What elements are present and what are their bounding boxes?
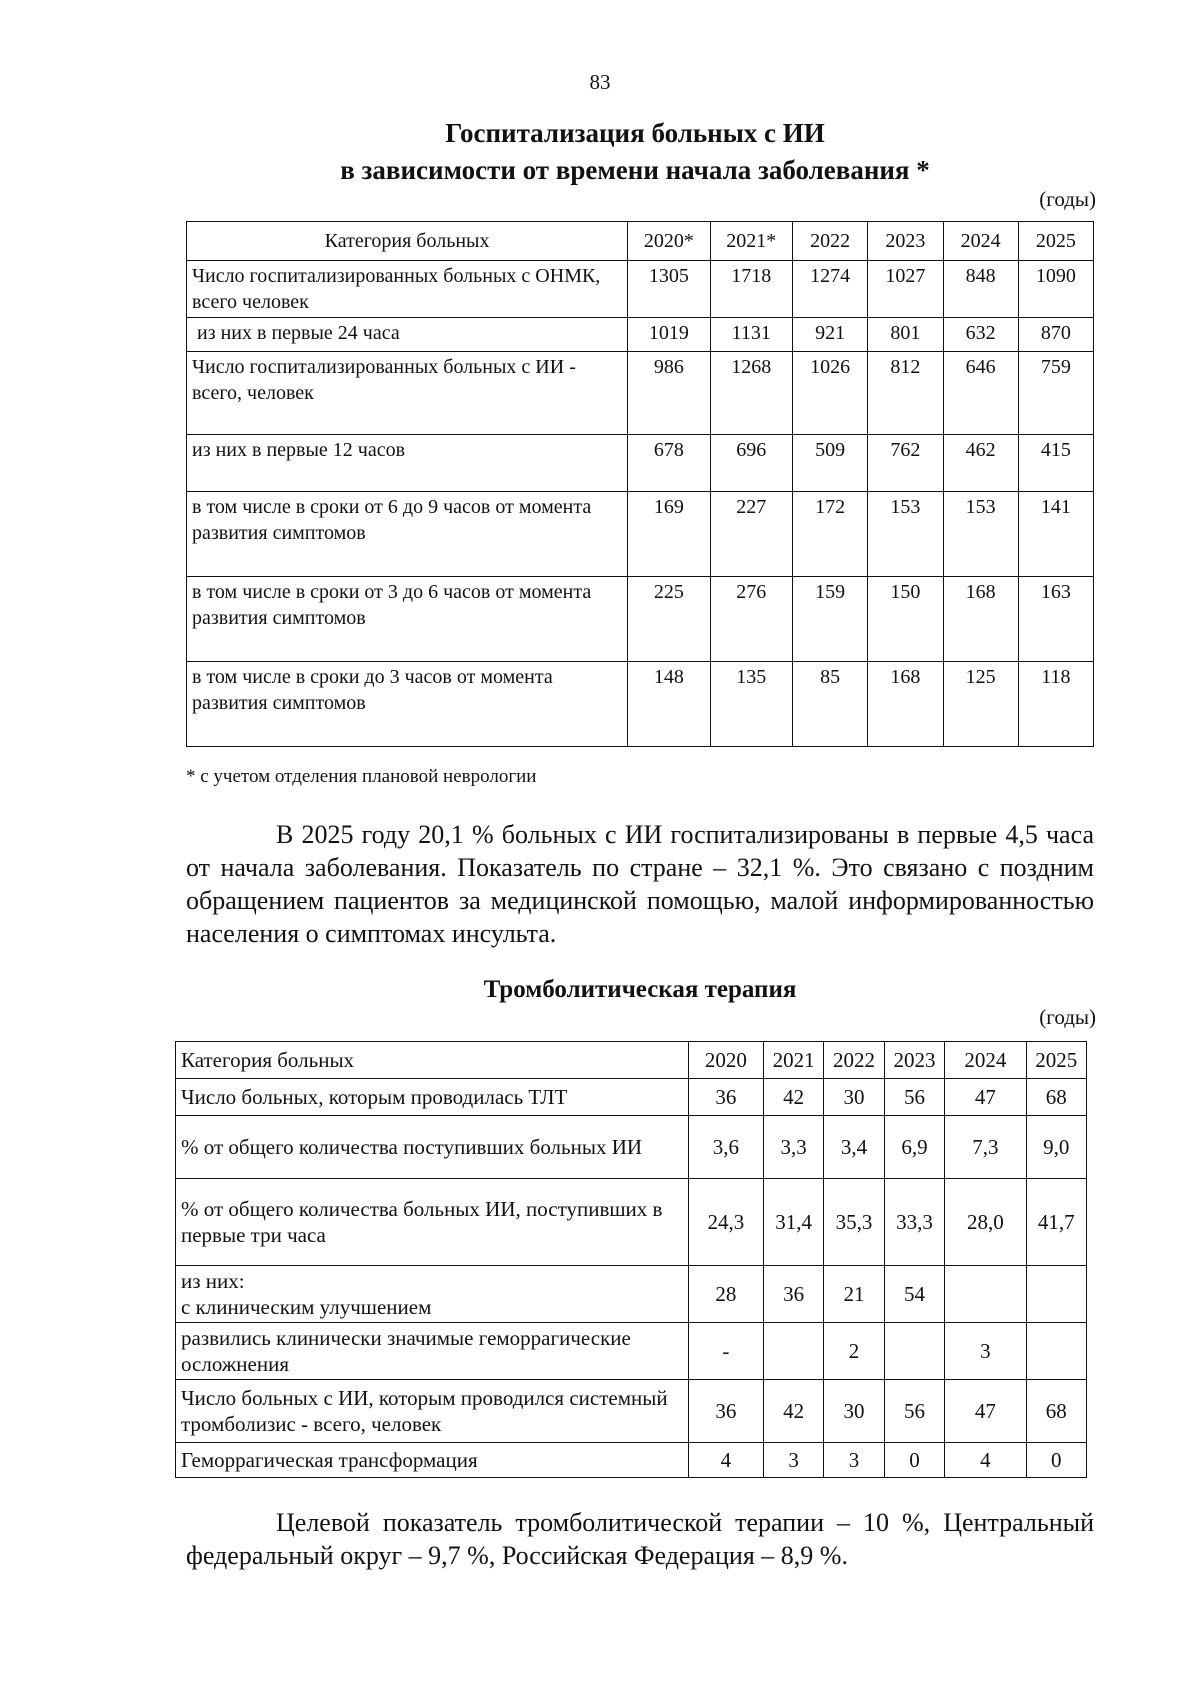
cell-value: 509 xyxy=(793,435,868,492)
table2-units: (годы) xyxy=(1039,1005,1096,1029)
cell-value: 1026 xyxy=(793,352,868,435)
cell-value: 1274 xyxy=(793,261,868,318)
cell-value xyxy=(884,1323,944,1380)
cell-value: 168 xyxy=(943,577,1018,662)
table-row xyxy=(176,1266,1087,1323)
cell-value: 3 xyxy=(763,1443,823,1478)
cell-value: 632 xyxy=(943,318,1018,352)
cell-value: 28 xyxy=(688,1266,763,1323)
paragraph-thrombolytic-target: Целевой показатель тромболитической терапии – 10 %, Центральный федеральный округ – 9,7 %, Российская Федерация – 8,9 %. xyxy=(186,1508,1094,1570)
cell-value: 169 xyxy=(628,492,710,577)
cell-value: 36 xyxy=(763,1266,823,1323)
cell-value: 42 xyxy=(763,1079,823,1116)
cell-value: 33,3 xyxy=(884,1179,944,1266)
header-cell: 2023 xyxy=(884,1042,944,1079)
cell-value xyxy=(1026,1266,1086,1323)
cell-value: 54 xyxy=(884,1266,944,1323)
cell-value: 163 xyxy=(1018,577,1093,662)
cell-value: 36 xyxy=(688,1380,763,1443)
cell-value: 1027 xyxy=(868,261,943,318)
table-row xyxy=(187,492,1094,577)
header-cell: 2020 xyxy=(688,1042,763,1079)
header-cell: 2021* xyxy=(710,222,792,261)
cell-value: 227 xyxy=(710,492,792,577)
header-cell: 2023 xyxy=(868,222,943,261)
cell-value: 56 xyxy=(884,1079,944,1116)
cell-value: 225 xyxy=(628,577,710,662)
row-label: развились клинически значимые геморрагические осложнения xyxy=(176,1323,689,1380)
cell-value: 141 xyxy=(1018,492,1093,577)
cell-value: 759 xyxy=(1018,352,1093,435)
cell-value: 1019 xyxy=(628,318,710,352)
cell-value: 3,4 xyxy=(824,1116,884,1179)
cell-value xyxy=(945,1266,1026,1323)
row-label: % от общего количества поступивших больных ИИ xyxy=(176,1116,689,1179)
cell-value: 801 xyxy=(868,318,943,352)
cell-value: 986 xyxy=(628,352,710,435)
header-cell: Категория больных xyxy=(187,222,628,261)
cell-value: 4 xyxy=(688,1443,763,1478)
table-row xyxy=(176,1116,1087,1179)
header-cell: 2020* xyxy=(628,222,710,261)
cell-value: 3 xyxy=(824,1443,884,1478)
cell-value: 41,7 xyxy=(1026,1179,1086,1266)
table-row xyxy=(187,352,1094,435)
cell-value: 153 xyxy=(868,492,943,577)
cell-value: 47 xyxy=(945,1079,1026,1116)
cell-value: - xyxy=(688,1323,763,1380)
table-row xyxy=(187,435,1094,492)
cell-value: 3,6 xyxy=(688,1116,763,1179)
cell-value: 921 xyxy=(793,318,868,352)
row-label: из них в первые 12 часов xyxy=(187,435,628,492)
cell-value: 36 xyxy=(688,1079,763,1116)
row-label: Число больных, которым проводилась ТЛТ xyxy=(176,1079,689,1116)
cell-value: 0 xyxy=(1026,1443,1086,1478)
cell-value: 28,0 xyxy=(945,1179,1026,1266)
header-cell: 2021 xyxy=(763,1042,823,1079)
row-label: в том числе в сроки до 3 часов от момента развития симптомов xyxy=(187,662,628,747)
cell-value: 168 xyxy=(868,662,943,747)
cell-value: 30 xyxy=(824,1079,884,1116)
table-row xyxy=(187,318,1094,352)
cell-value: 159 xyxy=(793,577,868,662)
table1-title-line2: в зависимости от времени начала заболевания * xyxy=(340,155,930,185)
cell-value: 415 xyxy=(1018,435,1093,492)
cell-value: 276 xyxy=(710,577,792,662)
cell-value: 462 xyxy=(943,435,1018,492)
cell-value: 762 xyxy=(868,435,943,492)
row-label: % от общего количества больных ИИ, поступивших в первые три часа xyxy=(176,1179,689,1266)
cell-value: 678 xyxy=(628,435,710,492)
table-row xyxy=(187,261,1094,318)
header-cell: 2022 xyxy=(824,1042,884,1079)
row-label: Число госпитализированных больных с ОНМК, всего человек xyxy=(187,261,628,318)
cell-value: 24,3 xyxy=(688,1179,763,1266)
row-label: Геморрагическая трансформация xyxy=(176,1443,689,1478)
thrombolytic-therapy-table xyxy=(175,1041,1087,1478)
cell-value: 696 xyxy=(710,435,792,492)
cell-value: 4 xyxy=(945,1443,1026,1478)
cell-value: 85 xyxy=(793,662,868,747)
cell-value: 6,9 xyxy=(884,1116,944,1179)
table1-title-line1: Госпитализация больных с ИИ xyxy=(445,118,825,148)
cell-value: 3 xyxy=(945,1323,1026,1380)
cell-value: 30 xyxy=(824,1380,884,1443)
header-cell: Категория больных xyxy=(176,1042,689,1079)
header-cell: 2025 xyxy=(1018,222,1093,261)
table-row xyxy=(176,1443,1087,1478)
cell-value: 125 xyxy=(943,662,1018,747)
cell-value: 7,3 xyxy=(945,1116,1026,1179)
cell-value: 9,0 xyxy=(1026,1116,1086,1179)
table-row xyxy=(176,1079,1087,1116)
cell-value: 35,3 xyxy=(824,1179,884,1266)
cell-value: 848 xyxy=(943,261,1018,318)
cell-value: 47 xyxy=(945,1380,1026,1443)
cell-value: 150 xyxy=(868,577,943,662)
cell-value: 68 xyxy=(1026,1380,1086,1443)
cell-value: 646 xyxy=(943,352,1018,435)
table-row xyxy=(176,1380,1087,1443)
cell-value: 812 xyxy=(868,352,943,435)
header-cell: 2022 xyxy=(793,222,868,261)
cell-value: 870 xyxy=(1018,318,1093,352)
cell-value: 21 xyxy=(824,1266,884,1323)
page-number: 83 xyxy=(589,70,611,94)
cell-value xyxy=(1026,1323,1086,1380)
cell-value xyxy=(763,1323,823,1380)
table1-units: (годы) xyxy=(1039,187,1096,211)
cell-value: 68 xyxy=(1026,1079,1086,1116)
cell-value: 1305 xyxy=(628,261,710,318)
row-label: в том числе в сроки от 3 до 6 часов от момента развития симптомов xyxy=(187,577,628,662)
cell-value: 3,3 xyxy=(763,1116,823,1179)
row-label: в том числе в сроки от 6 до 9 часов от момента развития симптомов xyxy=(187,492,628,577)
cell-value: 42 xyxy=(763,1380,823,1443)
cell-value: 135 xyxy=(710,662,792,747)
table-row xyxy=(187,577,1094,662)
paragraph-hospitalization: В 2025 году 20,1 % больных с ИИ госпитализированы в первые 4,5 часа от начала заболевания. Показатель по стране – 32,1 %. Это связано с поздним обращением пациентов за медицинской помощью, малой информированностью населения о симптомах инсульта. xyxy=(186,820,1094,948)
row-label: из них в первые 24 часа xyxy=(187,318,628,352)
cell-value: 1131 xyxy=(710,318,792,352)
header-cell: 2025 xyxy=(1026,1042,1086,1079)
cell-value: 1268 xyxy=(710,352,792,435)
cell-value: 31,4 xyxy=(763,1179,823,1266)
row-label: Число госпитализированных больных с ИИ - всего, человек xyxy=(187,352,628,435)
cell-value: 1090 xyxy=(1018,261,1093,318)
table-row xyxy=(176,1179,1087,1266)
table-row xyxy=(176,1323,1087,1380)
hospitalization-table xyxy=(186,221,1094,747)
cell-value: 2 xyxy=(824,1323,884,1380)
cell-value: 0 xyxy=(884,1443,944,1478)
header-cell: 2024 xyxy=(943,222,1018,261)
cell-value: 56 xyxy=(884,1380,944,1443)
cell-value: 153 xyxy=(943,492,1018,577)
table2-title: Тромболитическая терапия xyxy=(483,976,797,1003)
table-header-row xyxy=(187,222,1094,261)
cell-value: 1718 xyxy=(710,261,792,318)
row-label: Число больных с ИИ, которым проводился системный тромболизис - всего, человек xyxy=(176,1380,689,1443)
row-label: из них: с клиническим улучшением xyxy=(176,1266,689,1323)
cell-value: 148 xyxy=(628,662,710,747)
table-row xyxy=(187,662,1094,747)
cell-value: 172 xyxy=(793,492,868,577)
header-cell: 2024 xyxy=(945,1042,1026,1079)
table1-footnote: * с учетом отделения плановой неврологии xyxy=(186,766,537,787)
table-header-row xyxy=(176,1042,1087,1079)
cell-value: 118 xyxy=(1018,662,1093,747)
